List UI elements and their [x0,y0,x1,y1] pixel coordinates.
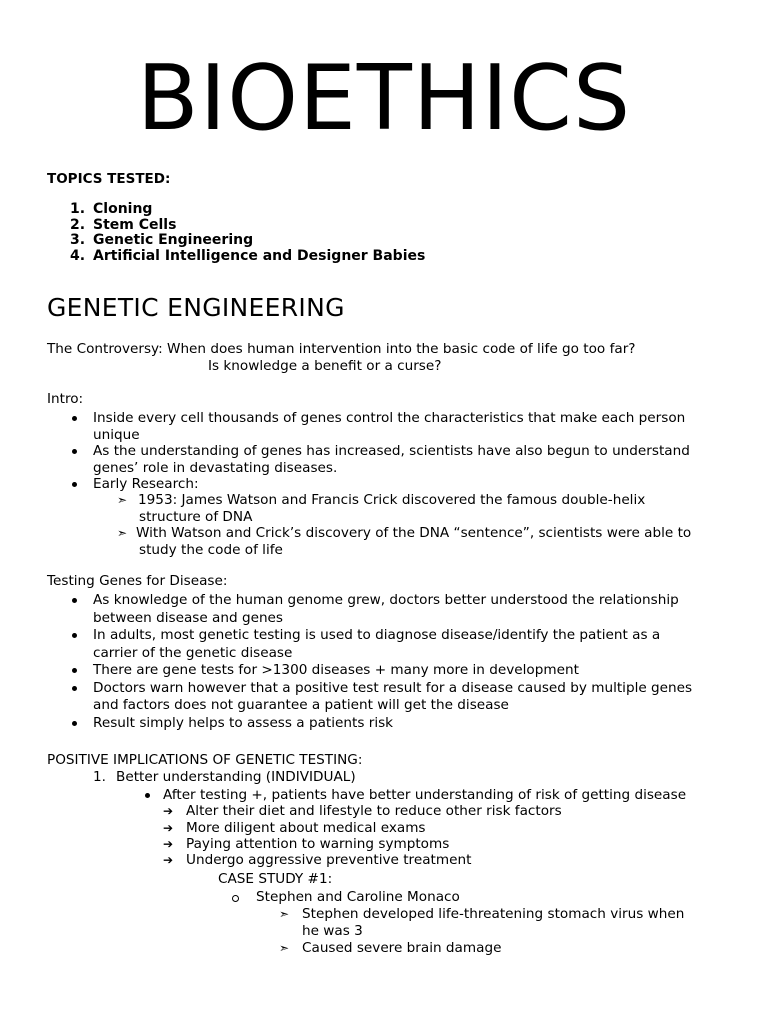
testing-label: Testing Genes for Disease: [47,573,228,589]
arrow-right-icon: ➔ [163,804,174,818]
research-item-1-line-2: structure of DNA [139,509,253,525]
bullet-icon [72,449,77,454]
positive-label: POSITIVE IMPLICATIONS OF GENETIC TESTING: [47,752,363,768]
case-study-heading: CASE STUDY #1: [218,871,333,887]
arrowhead-icon: ➣ [279,907,290,921]
research-item-1-line-1: 1953: James Watson and Francis Crick discovered the famous double-helix [138,492,646,508]
arrowhead-icon: ➣ [117,493,128,507]
circle-bullet-icon [232,895,239,902]
arrowhead-icon: ➣ [117,526,128,540]
topics-heading: TOPICS TESTED: [47,171,171,187]
case-detail-2: Caused severe brain damage [302,940,502,956]
list-item: 3. Genetic Engineering [70,232,254,248]
bullet-icon [72,721,77,726]
arrowhead-icon: ➣ [279,941,290,955]
document-title: BIOETHICS [136,46,632,151]
intro-bullet-2-line-2: genes’ role in devastating diseases. [93,460,338,476]
case-detail-1-line-1: Stephen developed life-threatening stomach virus when [302,906,685,922]
list-item: 4. Artificial Intelligence and Designer Babies [70,247,426,264]
bullet-icon [72,633,77,638]
intro-label: Intro: [47,391,84,407]
bullet-icon [72,668,77,673]
arrow-right-icon: ➔ [163,853,174,867]
list-item: 2. Stem Cells [70,216,177,233]
testing-bullet-1-line-2: between disease and genes [93,610,284,626]
case-study-subject: Stephen and Caroline Monaco [256,889,460,905]
list-item: 1. Cloning [70,201,153,217]
intro-bullet-1-line-2: unique [93,427,140,443]
bullet-icon [72,686,77,691]
testing-bullet-1-line-1: As knowledge of the human genome grew, doctors better understood the relationship [93,592,679,608]
positive-arrow-item-2: More diligent about medical exams [186,820,426,836]
positive-number-1: 1. [93,769,106,785]
positive-arrow-item-4: Undergo aggressive preventive treatment [186,852,472,868]
topics-list [70,202,425,264]
positive-arrow-item-3: Paying attention to warning symptoms [186,836,450,852]
research-item-2-line-1: With Watson and Crick’s discovery of the DNA “sentence”, scientists were able to [136,525,692,541]
bullet-icon [72,598,77,603]
testing-bullet-4-line-1: Doctors warn however that a positive test result for a disease caused by multiple genes [93,680,693,696]
intro-bullet-1-line-1: Inside every cell thousands of genes control the characteristics that make each person [93,410,686,426]
research-item-2-line-2: study the code of life [139,542,283,558]
bullet-icon [72,482,77,487]
case-detail-1-line-2: he was 3 [302,923,363,939]
bullet-icon [72,416,77,421]
testing-bullet-2-line-1: In adults, most genetic testing is used to diagnose disease/identify the patient as a [93,627,661,643]
intro-bullet-2-line-1: As the understanding of genes has increased, scientists have also begun to understand [93,443,690,459]
section-heading: GENETIC ENGINEERING [47,293,345,322]
positive-item-1: Better understanding (INDIVIDUAL) [116,769,356,785]
testing-bullet-5: Result simply helps to assess a patients risk [93,715,394,731]
controversy-line-2: Is knowledge a benefit or a curse? [208,358,442,374]
testing-bullet-4-line-2: and factors does not guarantee a patient will get the disease [93,697,509,713]
arrow-right-icon: ➔ [163,821,174,835]
positive-bullet-1: After testing +, patients have better understanding of risk of getting disease [163,787,687,803]
testing-bullet-2-line-2: carrier of the genetic disease [93,645,293,661]
controversy-line-1: The Controversy: When does human intervention into the basic code of life go too far? [47,341,636,357]
intro-bullet-3: Early Research: [93,476,199,492]
testing-bullet-3: There are gene tests for >1300 diseases + many more in development [93,662,579,678]
bullet-icon [145,793,150,798]
positive-arrow-item-1: Alter their diet and lifestyle to reduce other risk factors [186,803,562,819]
arrow-right-icon: ➔ [163,837,174,851]
